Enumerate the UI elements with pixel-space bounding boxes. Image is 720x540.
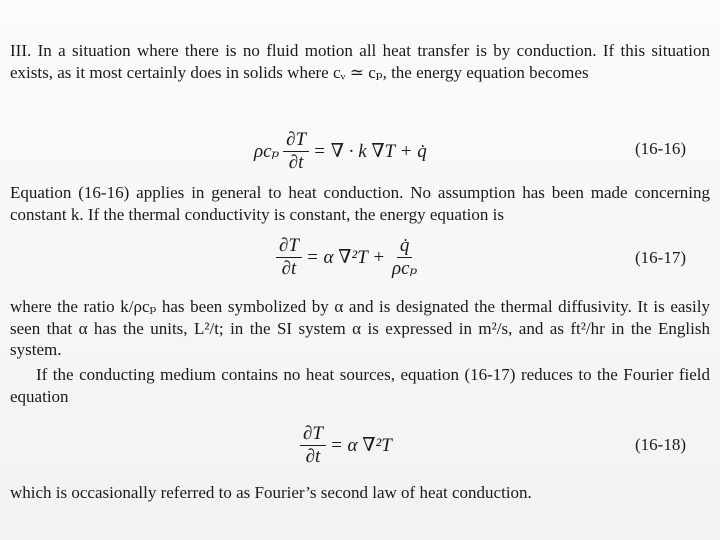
eq2-frac-denominator: ∂t: [281, 258, 297, 279]
equation-number-16-17: (16-17): [635, 248, 686, 267]
eq1-fraction: [283, 130, 309, 173]
equation-number-16-18: (16-18): [635, 435, 686, 454]
eq2-source-fraction: [389, 236, 420, 279]
eq2-frac-numerator: ∂T: [276, 236, 302, 258]
eq3-fraction: [300, 424, 326, 467]
paragraph-intro: III. In a situation where there is no fluid motion all heat transfer is by conduction. If this situation exists, as it most certainly does in solids where cᵥ ≃ cₚ, the energy equation becomes: [10, 41, 710, 82]
eq1-frac-numerator: ∂T: [283, 130, 309, 152]
equation-number-16-16: (16-16): [635, 139, 686, 158]
eq2-source-numerator: q̇: [397, 236, 413, 258]
eq3-rhs: = α ∇²T: [329, 435, 392, 456]
paragraph-thermal-diffusivity: where the ratio k/ρcₚ has been symbolized by α and is designated the thermal diffusivity. It is easily seen that α has the units, L²/t; in the SI system α is expressed in m²/s, and as ft²/hr in the English system.: [10, 297, 710, 359]
equation-16-17: [272, 236, 424, 279]
equation-16-18: [296, 424, 392, 467]
eq1-frac-denominator: ∂t: [288, 152, 304, 173]
paragraph-fourier-intro: If the conducting medium contains no heat sources, equation (16-17) reduces to the Fourier field equation: [10, 365, 710, 406]
eq2-rhs: = α ∇²T +: [305, 247, 386, 268]
eq3-frac-denominator: ∂t: [305, 446, 321, 467]
eq3-frac-numerator: ∂T: [300, 424, 326, 446]
paragraph-fourier-law: which is occasionally referred to as Fourier’s second law of heat conduction.: [10, 483, 532, 502]
eq1-coefficient: ρcₚ: [254, 141, 280, 162]
eq1-rhs: = ∇ · k ∇T + q̇: [313, 141, 427, 162]
equation-16-16: [254, 130, 427, 173]
eq2-source-denominator: ρcₚ: [392, 258, 418, 279]
eq2-fraction: [276, 236, 302, 279]
paragraph-conduction: Equation (16-16) applies in general to heat conduction. No assumption has been made concerning constant k. If the thermal conductivity is constant, the energy equation is: [10, 183, 710, 224]
